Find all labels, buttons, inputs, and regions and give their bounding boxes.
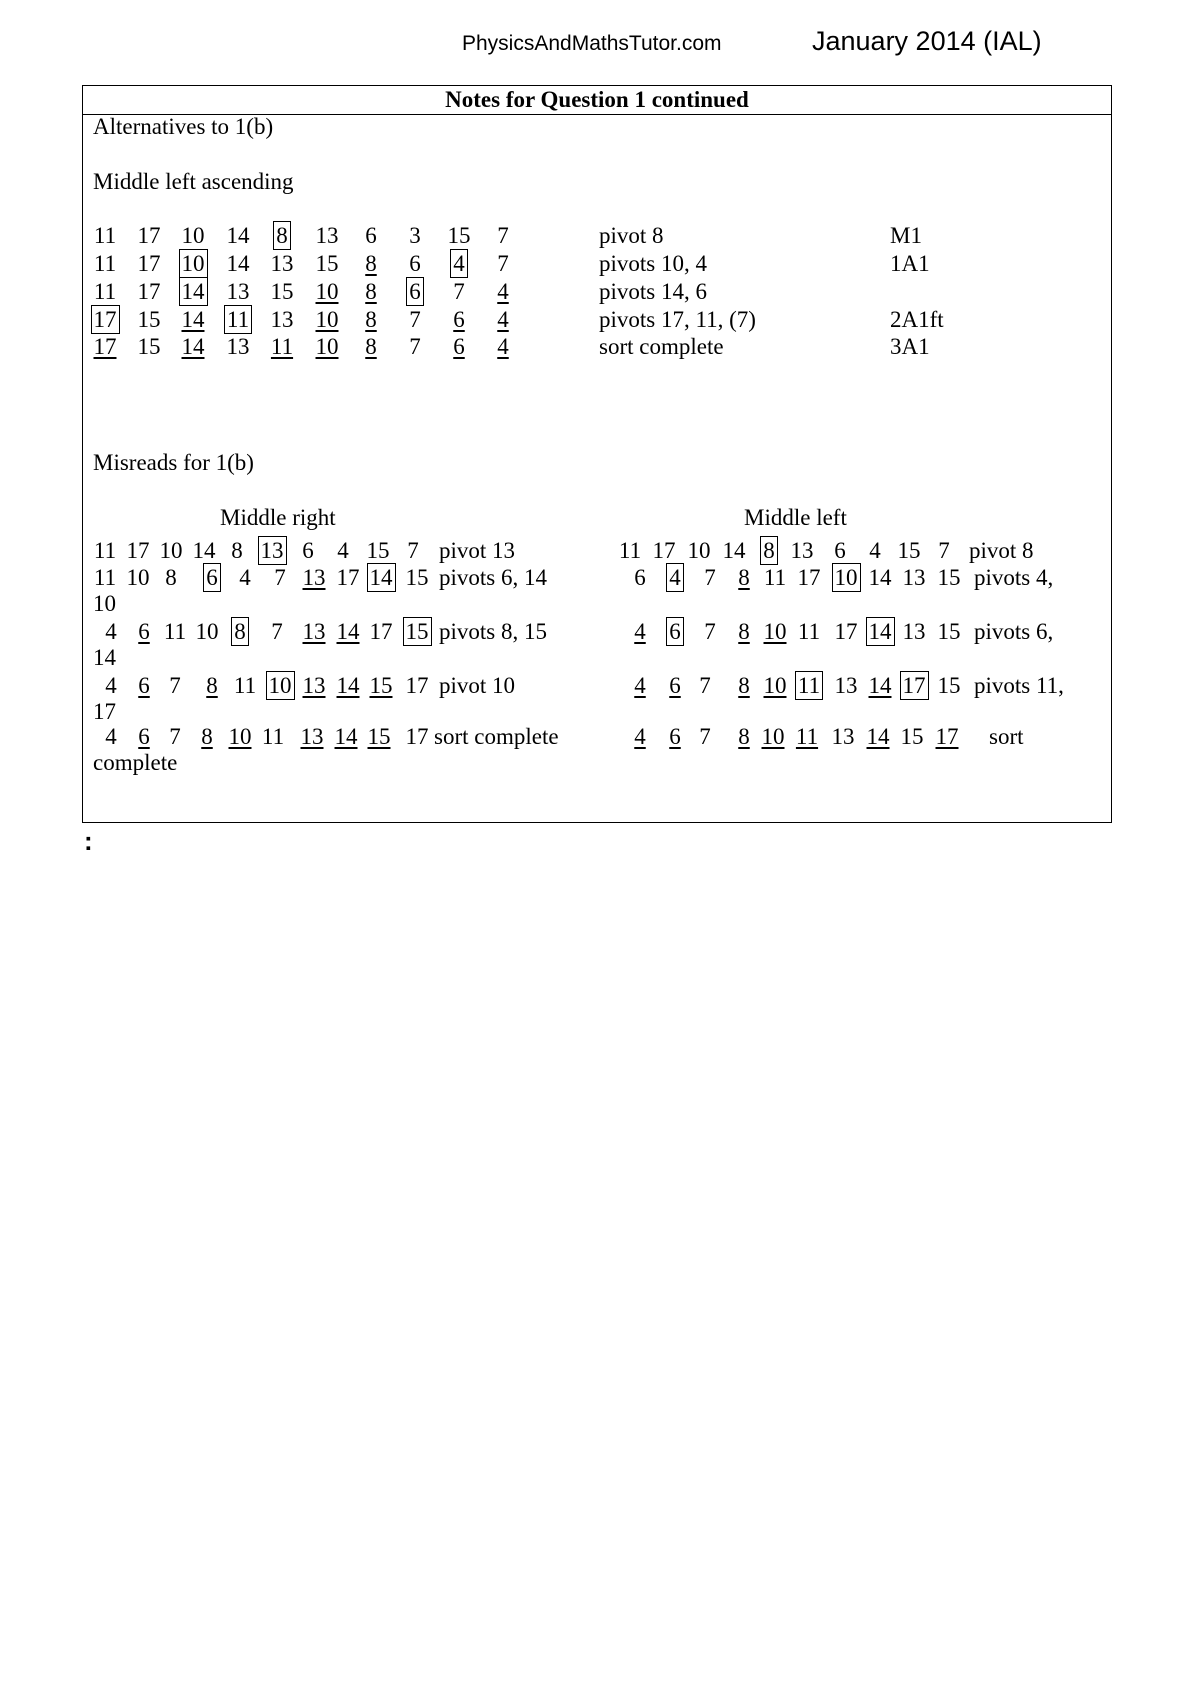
middle-left-cell: 8	[738, 673, 750, 698]
notes-table	[82, 85, 1112, 823]
middle-left-note-wrap: 10	[93, 591, 116, 616]
middle-right-cell: 15	[367, 724, 391, 749]
middle-left-cell: 17	[935, 724, 959, 749]
alt-cell: 8	[276, 223, 288, 248]
middle-right-cell: 13	[302, 565, 326, 590]
middle-left-cell: 7	[699, 724, 711, 749]
middle-left-cell: 7	[704, 565, 716, 590]
middle-left-cell: 11	[618, 538, 642, 563]
alt-cell: 15	[137, 334, 161, 359]
alt-cell: 6	[365, 223, 377, 248]
alt-cell: 7	[497, 223, 509, 248]
middle-left-cell: 6	[669, 673, 681, 698]
alternatives-subheading: Middle left ascending	[93, 169, 294, 194]
middle-left-cell: 7	[699, 673, 711, 698]
alt-cell: 15	[137, 307, 161, 332]
middle-right-cell: 10	[126, 565, 150, 590]
alt-cell: 10	[315, 279, 339, 304]
middle-right-cell: 13	[300, 724, 324, 749]
middle-left-cell: 11	[797, 673, 821, 698]
alt-cell: 10	[315, 307, 339, 332]
alt-cell: 8	[365, 334, 377, 359]
alt-cell: 4	[497, 279, 509, 304]
alt-cell: 8	[365, 279, 377, 304]
middle-right-cell: 13	[302, 619, 326, 644]
alternatives-heading: Alternatives to 1(b)	[93, 114, 274, 139]
middle-right-cell: 6	[138, 673, 150, 698]
middle-left-cell: 14	[868, 619, 892, 644]
alt-note: pivots 14, 6	[599, 279, 707, 304]
middle-left-cell: 17	[834, 619, 858, 644]
exam-date: January 2014 (IAL)	[812, 26, 1042, 56]
middle-right-cell: 4	[105, 724, 117, 749]
middle-left-cell: 10	[687, 538, 711, 563]
middle-left-cell: 10	[834, 565, 858, 590]
middle-left-cell: 8	[763, 538, 775, 563]
alt-cell: 15	[447, 223, 471, 248]
site-name: PhysicsAndMathsTutor.com	[462, 32, 722, 55]
middle-left-cell: 8	[738, 724, 750, 749]
alt-cell: 6	[409, 279, 421, 304]
middle-right-cell: 6	[206, 565, 218, 590]
alt-cell: 6	[409, 251, 421, 276]
middle-right-note: pivots 8, 15	[439, 619, 547, 644]
middle-right-cell: 7	[407, 538, 419, 563]
alt-mark: M1	[890, 223, 922, 248]
middle-left-cell: 10	[763, 673, 787, 698]
middle-right-cell: 8	[234, 619, 246, 644]
alt-cell: 13	[270, 251, 294, 276]
alt-cell: 14	[181, 279, 205, 304]
middle-left-cell: 13	[902, 619, 926, 644]
middle-right-cell: 8	[231, 538, 243, 563]
middle-right-cell: 6	[302, 538, 314, 563]
alt-mark: 3A1	[890, 334, 930, 359]
middle-left-cell: 14	[722, 538, 746, 563]
table-title: Notes for Question 1 continued	[83, 86, 1111, 115]
middle-left-cell: 17	[652, 538, 676, 563]
middle-right-cell: 10	[268, 673, 292, 698]
middle-right-heading: Middle right	[220, 505, 336, 530]
middle-left-cell: 8	[738, 619, 750, 644]
middle-left-cell: 14	[868, 673, 892, 698]
middle-right-cell: 8	[165, 565, 177, 590]
middle-right-cell: 17	[369, 619, 393, 644]
middle-right-cell: 11	[93, 538, 117, 563]
middle-left-cell: 4	[634, 673, 646, 698]
middle-right-cell: 11	[233, 673, 257, 698]
middle-left-cell: 15	[900, 724, 924, 749]
alt-cell: 10	[181, 223, 205, 248]
middle-right-cell: 10	[195, 619, 219, 644]
alt-cell: 10	[315, 334, 339, 359]
alt-cell: 3	[409, 223, 421, 248]
middle-right-cell: 17	[126, 538, 150, 563]
alt-cell: 4	[497, 334, 509, 359]
middle-left-cell: 4	[869, 538, 881, 563]
alt-cell: 13	[226, 334, 250, 359]
middle-left-note-wrap: 17	[93, 699, 116, 724]
middle-right-cell: 17	[405, 673, 429, 698]
middle-left-cell: 6	[669, 619, 681, 644]
middle-left-cell: 14	[866, 724, 890, 749]
middle-left-cell: 6	[834, 538, 846, 563]
middle-right-cell: 13	[260, 538, 284, 563]
middle-left-cell: 4	[634, 724, 646, 749]
middle-right-cell: 11	[163, 619, 187, 644]
alt-cell: 7	[497, 251, 509, 276]
middle-left-cell: 13	[831, 724, 855, 749]
middle-left-cell: 10	[761, 724, 785, 749]
middle-right-cell: 4	[337, 538, 349, 563]
middle-right-cell: 15	[366, 538, 390, 563]
middle-left-cell: 13	[834, 673, 858, 698]
alt-cell: 8	[365, 251, 377, 276]
middle-left-cell: 6	[634, 565, 646, 590]
middle-right-cell: 14	[192, 538, 216, 563]
middle-right-cell: 4	[105, 673, 117, 698]
alt-cell: 17	[93, 307, 117, 332]
alt-cell: 17	[93, 334, 117, 359]
middle-right-cell: 14	[334, 724, 358, 749]
alt-cell: 14	[181, 307, 205, 332]
alt-cell: 17	[137, 279, 161, 304]
middle-left-cell: 11	[795, 724, 819, 749]
middle-right-cell: 8	[206, 673, 218, 698]
alt-mark: 1A1	[890, 251, 930, 276]
alt-cell: 13	[270, 307, 294, 332]
alt-cell: 15	[270, 279, 294, 304]
middle-right-note: pivots 6, 14	[439, 565, 547, 590]
middle-right-cell: 14	[336, 673, 360, 698]
middle-right-cell: 14	[336, 619, 360, 644]
middle-left-cell: 11	[763, 565, 787, 590]
alt-cell: 11	[226, 307, 250, 332]
middle-right-cell: 4	[239, 565, 251, 590]
middle-left-note-wrap: complete	[93, 750, 178, 775]
alt-cell: 17	[137, 251, 161, 276]
middle-left-cell: 7	[704, 619, 716, 644]
middle-right-cell: 10	[159, 538, 183, 563]
alt-cell: 7	[409, 307, 421, 332]
alt-cell: 6	[453, 307, 465, 332]
alt-cell: 14	[226, 223, 250, 248]
middle-right-cell: 13	[302, 673, 326, 698]
middle-right-cell: 7	[274, 565, 286, 590]
alt-cell: 4	[497, 307, 509, 332]
alt-cell: 13	[226, 279, 250, 304]
middle-left-cell: 17	[902, 673, 926, 698]
middle-left-note: pivots 4,	[974, 565, 1054, 590]
middle-left-cell: 13	[902, 565, 926, 590]
middle-right-cell: 7	[169, 673, 181, 698]
middle-right-note: sort complete	[434, 724, 559, 749]
alt-cell: 10	[181, 251, 205, 276]
alt-cell: 17	[137, 223, 161, 248]
middle-left-heading: Middle left	[744, 505, 847, 530]
middle-left-cell: 7	[938, 538, 950, 563]
middle-right-cell: 17	[405, 724, 429, 749]
middle-left-note: pivots 11,	[974, 673, 1064, 698]
alt-cell: 7	[453, 279, 465, 304]
middle-left-note-wrap: 14	[93, 645, 116, 670]
middle-right-cell: 17	[336, 565, 360, 590]
alt-cell: 15	[315, 251, 339, 276]
middle-right-cell: 6	[138, 724, 150, 749]
alt-cell: 11	[93, 223, 117, 248]
middle-left-cell: 13	[790, 538, 814, 563]
alt-note: pivots 10, 4	[599, 251, 707, 276]
middle-left-note: pivots 6,	[974, 619, 1054, 644]
alt-note: pivot 8	[599, 223, 664, 248]
middle-left-note: sort	[989, 724, 1024, 749]
middle-right-cell: 10	[228, 724, 252, 749]
alt-cell: 14	[226, 251, 250, 276]
middle-right-note: pivot 10	[439, 673, 516, 698]
middle-left-cell: 15	[937, 565, 961, 590]
alt-cell: 11	[93, 251, 117, 276]
alt-cell: 13	[315, 223, 339, 248]
middle-right-cell: 8	[201, 724, 213, 749]
alt-note: sort complete	[599, 334, 724, 359]
middle-right-cell: 7	[271, 619, 283, 644]
alt-cell: 11	[93, 279, 117, 304]
alt-cell: 8	[365, 307, 377, 332]
middle-right-cell: 6	[138, 619, 150, 644]
alt-cell: 14	[181, 334, 205, 359]
alt-cell: 4	[453, 251, 465, 276]
footer-mark: :	[84, 826, 93, 856]
middle-right-cell: 7	[169, 724, 181, 749]
middle-left-cell: 10	[763, 619, 787, 644]
alt-mark: 2A1ft	[890, 307, 944, 332]
middle-right-cell: 4	[105, 619, 117, 644]
misreads-heading: Misreads for 1(b)	[93, 450, 254, 475]
middle-left-cell: 4	[634, 619, 646, 644]
middle-left-cell: 15	[937, 619, 961, 644]
alt-cell: 7	[409, 334, 421, 359]
middle-left-note: pivot 8	[969, 538, 1034, 563]
middle-left-cell: 6	[669, 724, 681, 749]
middle-right-note: pivot 13	[439, 538, 516, 563]
middle-left-cell: 8	[738, 565, 750, 590]
middle-left-cell: 15	[897, 538, 921, 563]
alt-cell: 11	[270, 334, 294, 359]
middle-right-cell: 15	[405, 565, 429, 590]
middle-left-cell: 14	[868, 565, 892, 590]
middle-right-cell: 11	[93, 565, 117, 590]
middle-right-cell: 15	[405, 619, 429, 644]
alt-cell: 6	[453, 334, 465, 359]
alt-note: pivots 17, 11, (7)	[599, 307, 756, 332]
middle-left-cell: 17	[797, 565, 821, 590]
middle-left-cell: 4	[669, 565, 681, 590]
middle-right-cell: 14	[369, 565, 393, 590]
middle-right-cell: 15	[369, 673, 393, 698]
middle-right-cell: 11	[261, 724, 285, 749]
middle-left-cell: 11	[797, 619, 821, 644]
middle-left-cell: 15	[937, 673, 961, 698]
